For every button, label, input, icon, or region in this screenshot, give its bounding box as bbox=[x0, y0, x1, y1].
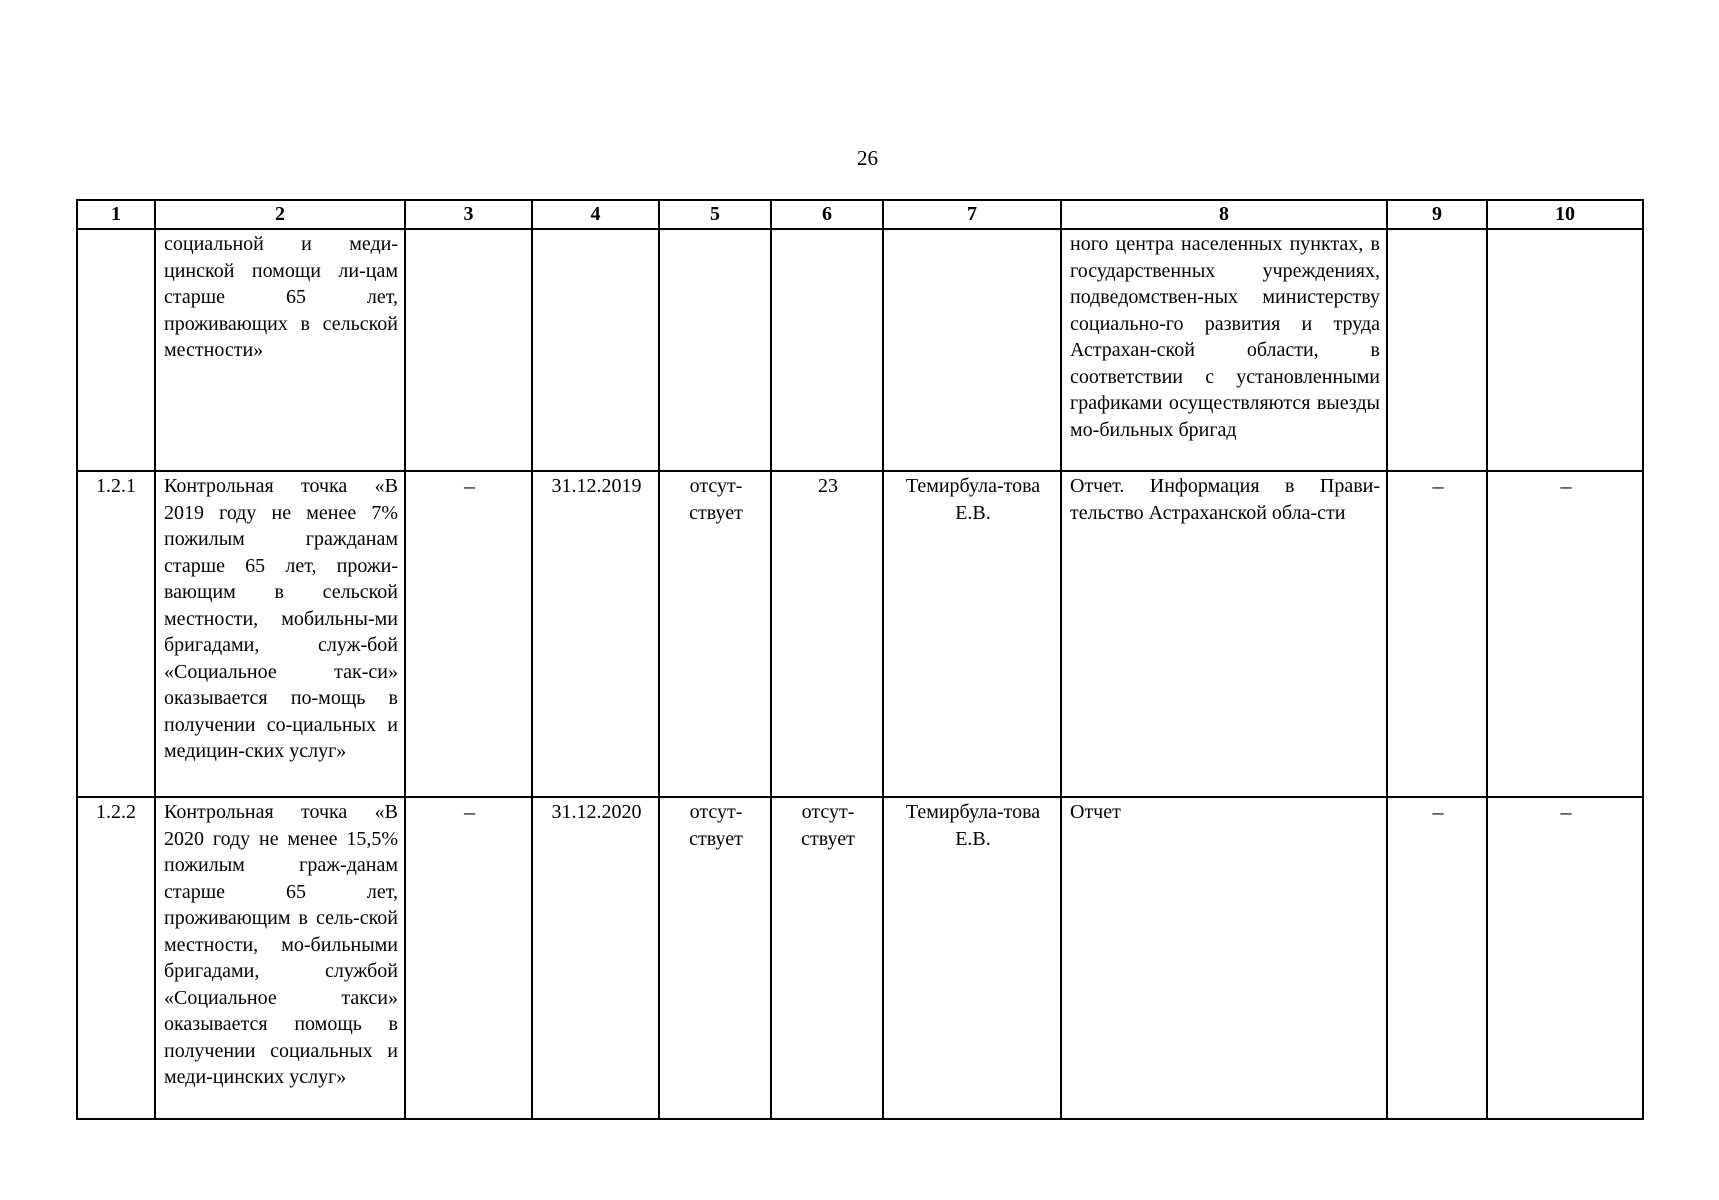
col10-cell: – bbox=[1487, 471, 1643, 797]
table-header-row bbox=[77, 200, 1643, 229]
row-number-cell bbox=[77, 229, 155, 471]
column-header-6: 6 bbox=[771, 200, 883, 229]
date-cell: 31.12.2019 bbox=[532, 471, 659, 797]
table-row-continuation bbox=[77, 229, 1643, 471]
plan-table bbox=[76, 199, 1644, 1120]
description-cell: Отчет bbox=[1061, 797, 1387, 1119]
col6-cell: отсут-ствует bbox=[771, 797, 883, 1119]
column-header-10: 10 bbox=[1487, 200, 1643, 229]
column-header-1: 1 bbox=[77, 200, 155, 229]
col10-cell bbox=[1487, 229, 1643, 471]
column-header-9: 9 bbox=[1387, 200, 1487, 229]
event-cell: социальной и меди-цинской помощи ли-цам старше 65 лет, проживающих в сельской местности» bbox=[155, 229, 405, 471]
event-cell: Контрольная точка «В 2020 году не менее 15,5% пожилым граж-данам старше 65 лет, проживающим в сель-ской местности, мо-бильными бригадами, службой «Социальное такси» оказывается помощь в получении социальных и меди-цинских услуг» bbox=[155, 797, 405, 1119]
responsible-cell: Темирбула-това Е.В. bbox=[883, 797, 1061, 1119]
col9-cell: – bbox=[1387, 471, 1487, 797]
column-header-3: 3 bbox=[405, 200, 532, 229]
row-number-cell: 1.2.2 bbox=[77, 797, 155, 1119]
column-header-7: 7 bbox=[883, 200, 1061, 229]
col5-cell bbox=[659, 229, 771, 471]
col9-cell: – bbox=[1387, 797, 1487, 1119]
col5-cell: отсут-ствует bbox=[659, 471, 771, 797]
col3-cell: – bbox=[405, 797, 532, 1119]
start-date-cell bbox=[532, 229, 659, 471]
column-header-2: 2 bbox=[155, 200, 405, 229]
description-cell: ного центра населенных пунктах, в государственных учреждениях, подведомствен-ных министерству социально-го развития и труда Астрахан-ской области, в соответствии с установленными графиками осуществляются выезды мо-бильных бригад bbox=[1061, 229, 1387, 471]
col3-cell: – bbox=[405, 471, 532, 797]
col9-cell bbox=[1387, 229, 1487, 471]
col6-cell bbox=[771, 229, 883, 471]
col10-cell: – bbox=[1487, 797, 1643, 1119]
event-cell: Контрольная точка «В 2019 году не менее 7% пожилым гражданам старше 65 лет, прожи-вающим в сельской местности, мобильны-ми бригадами, служ-бой «Социальное так-си» оказывается по-мощь в получении со-циальных и медицин-ских услуг» bbox=[155, 471, 405, 797]
page-number: 26 bbox=[857, 146, 878, 170]
description-cell: Отчет. Информация в Прави-тельство Астраханской обла-сти bbox=[1061, 471, 1387, 797]
table-row-1-2-1 bbox=[77, 471, 1643, 797]
col5-cell: отсут-ствует bbox=[659, 797, 771, 1119]
col3-cell bbox=[405, 229, 532, 471]
table-row-1-2-2 bbox=[77, 797, 1643, 1119]
responsible-cell bbox=[883, 229, 1061, 471]
date-cell: 31.12.2020 bbox=[532, 797, 659, 1119]
column-header-4: 4 bbox=[532, 200, 659, 229]
responsible-cell: Темирбула-това Е.В. bbox=[883, 471, 1061, 797]
column-header-8: 8 bbox=[1061, 200, 1387, 229]
column-header-5: 5 bbox=[659, 200, 771, 229]
col6-cell: 23 bbox=[771, 471, 883, 797]
row-number-cell: 1.2.1 bbox=[77, 471, 155, 797]
